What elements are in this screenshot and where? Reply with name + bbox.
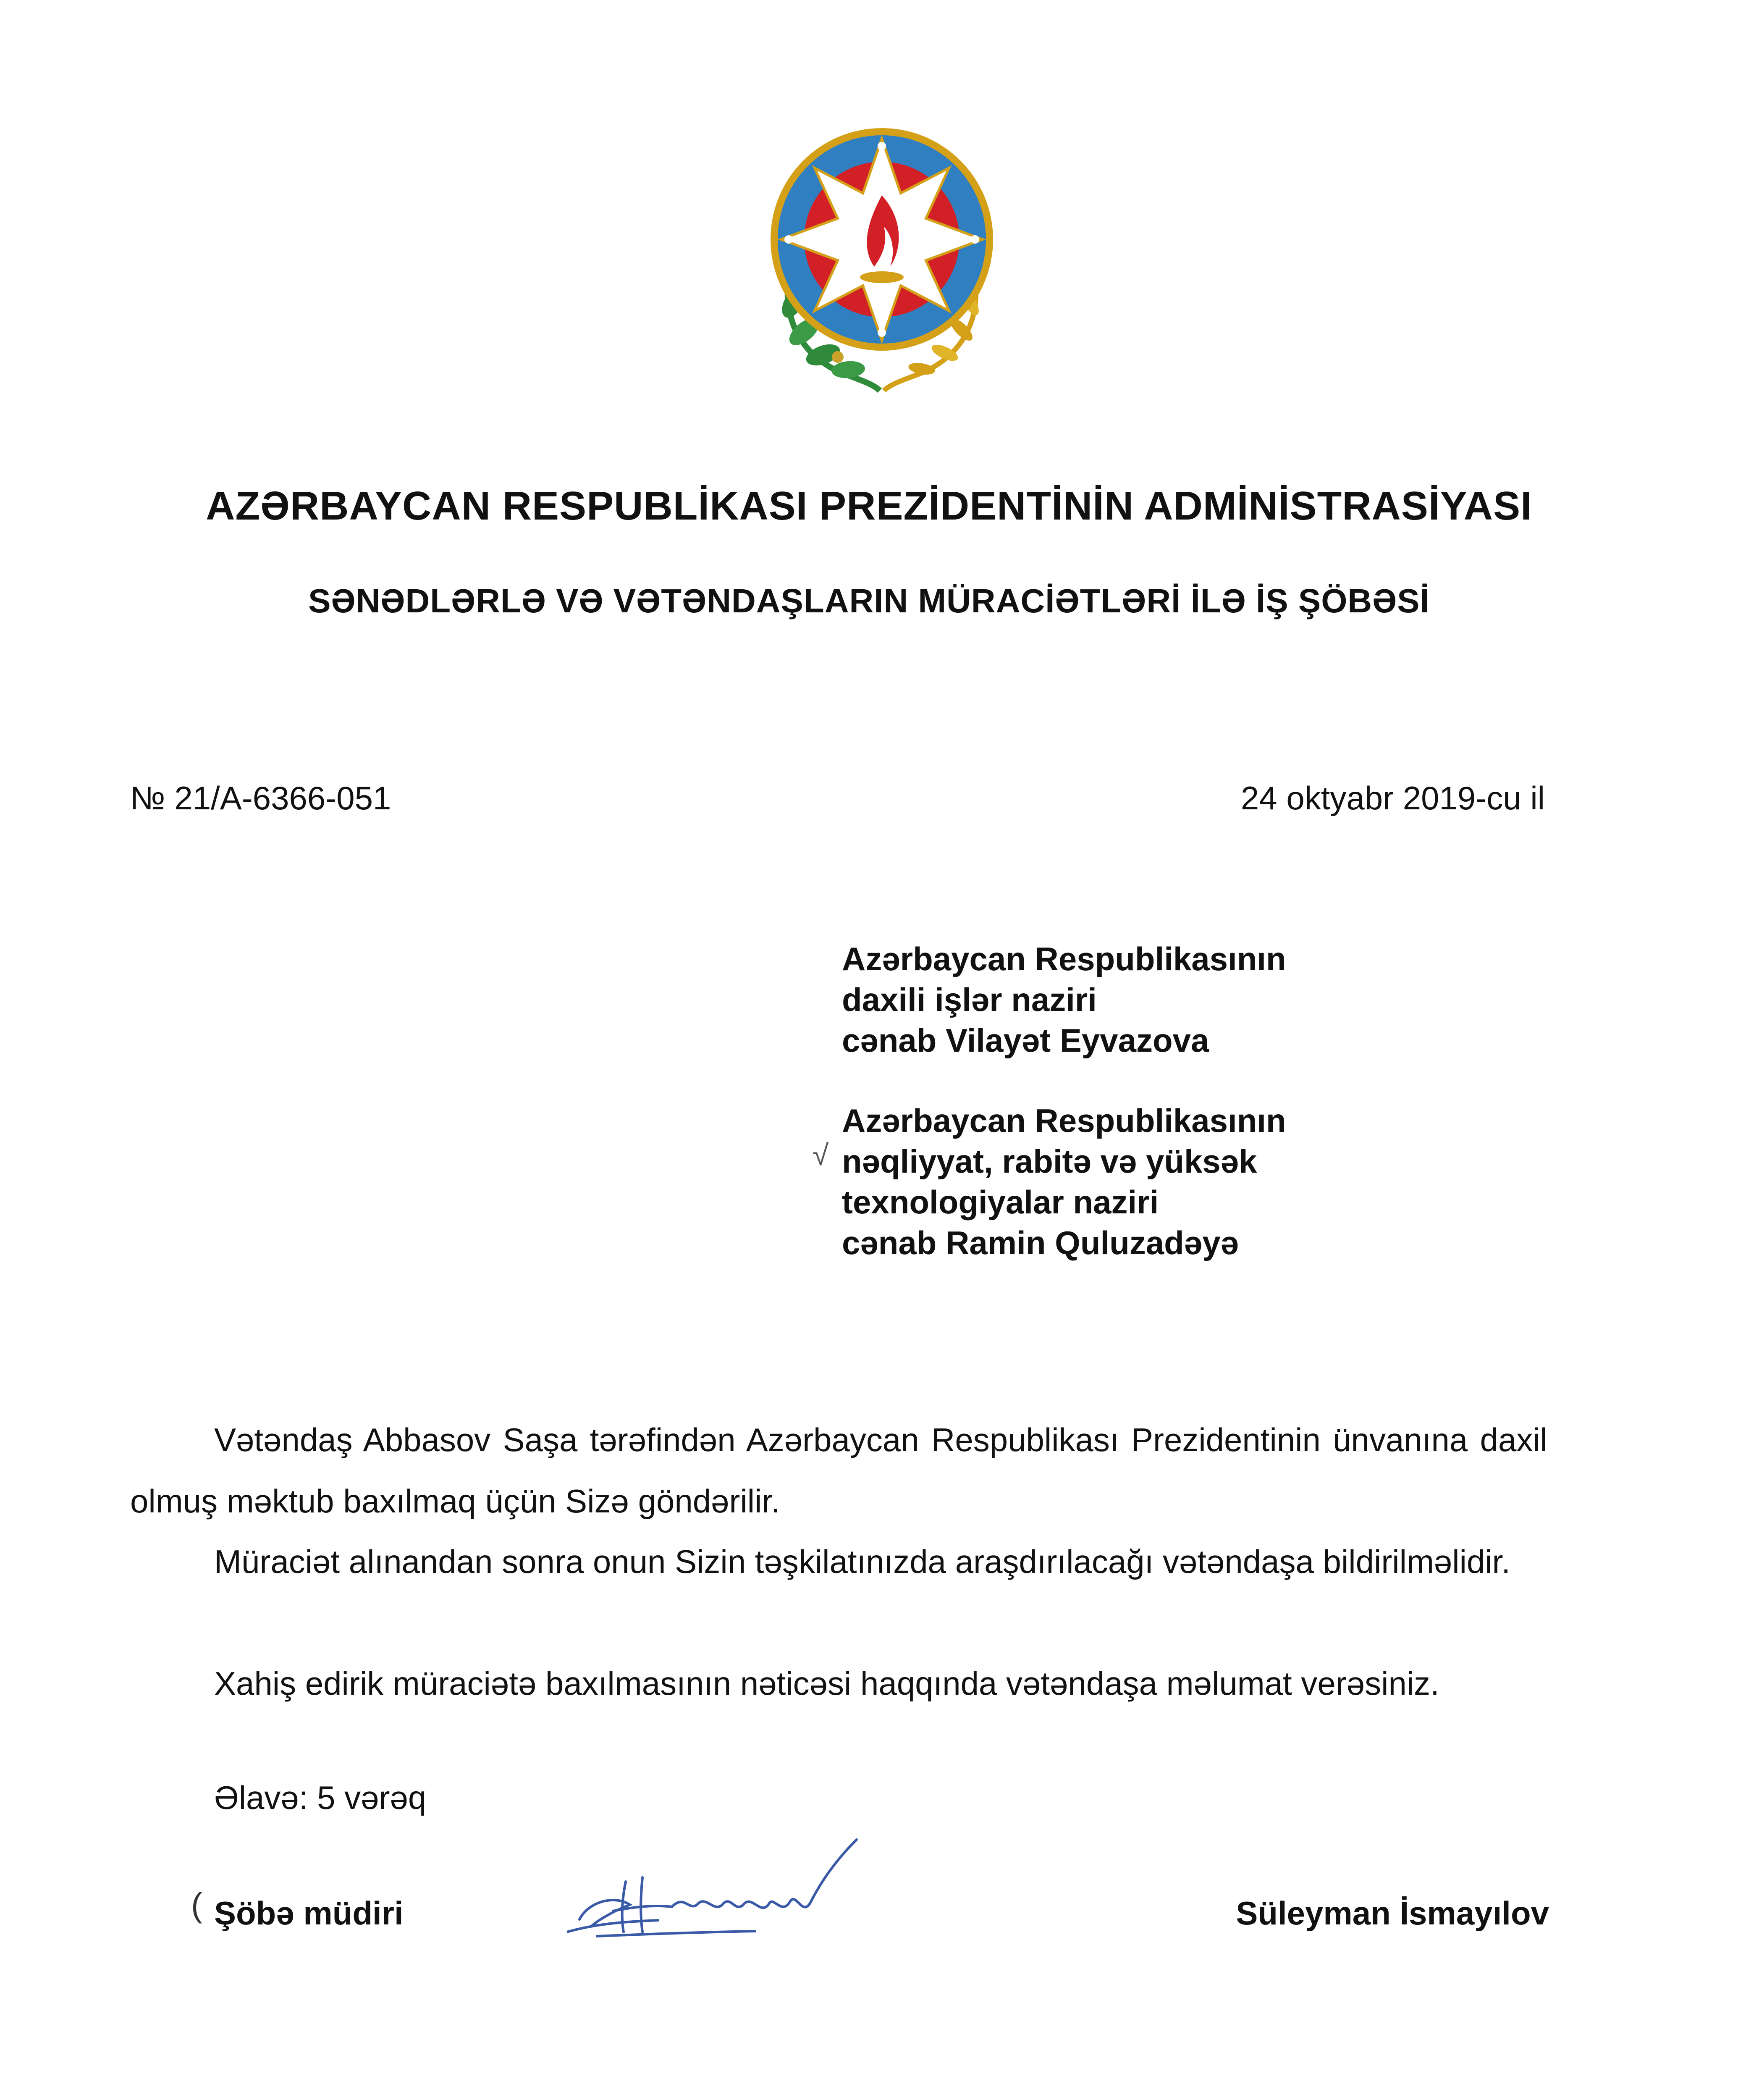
addressee-line: nəqliyyat, rabitə və yüksək — [842, 1143, 1257, 1180]
addressee-line: Azərbaycan Respublikasının — [842, 1102, 1286, 1139]
signatory-name: Süleyman İsmayılov — [1236, 1895, 1549, 1932]
body-paragraph — [130, 1653, 1547, 1714]
addressee-line: daxili işlər naziri — [842, 981, 1097, 1018]
document-date: 24 oktyabr 2019-cu il — [1240, 780, 1545, 816]
department-title: SƏNƏDLƏRLƏ VƏ VƏTƏNDAŞLARIN MÜRACİƏTLƏRİ İLƏ İŞ ŞÖBƏSİ — [308, 582, 1430, 620]
addressee-block — [842, 939, 1286, 1061]
margin-mark: ( — [191, 1886, 202, 1924]
enclosure-note: Əlavə: 5 vərəq — [214, 1779, 427, 1816]
body-paragraph — [130, 1409, 1547, 1532]
paragraph-text: Xahiş edirik müraciətə baxılmasının nəticəsi haqqında vətəndaşa məlumat verəsiniz. — [214, 1665, 1439, 1702]
reference-number: № 21/A-6366-051 — [130, 780, 391, 816]
organization-title: AZƏRBAYCAN RESPUBLİKASI PREZİDENTİNİN ADMİNİSTRASİYASI — [206, 483, 1532, 528]
paragraph-text: Müraciət alınandan sonra onun Sizin təşkilatınızda araşdırılacağı vətəndaşa bildirilməlidir. — [214, 1543, 1511, 1580]
body-paragraph — [130, 1531, 1547, 1592]
paragraph-text: Vətəndaş Abbasov Saşa tərəfindən Azərbaycan Respublikası Prezidentinin ünvanına daxil olmuş məktub baxılmaq üçün Sizə göndərilir. — [130, 1421, 1547, 1520]
handwritten-signature-icon — [563, 1831, 907, 1957]
azerbaijan-state-emblem-icon — [764, 122, 999, 399]
addressee-block — [842, 1100, 1286, 1263]
addressee-line: cənab Ramin Quluzadəyə — [842, 1224, 1239, 1261]
addressee-line: cənab Vilayət Eyvazova — [842, 1022, 1209, 1059]
signatory-title: Şöbə müdiri — [214, 1895, 404, 1932]
addressee-line: Azərbaycan Respublikasının — [842, 940, 1286, 977]
addressee-line: texnologiyalar naziri — [842, 1184, 1159, 1221]
check-mark-icon: √ — [813, 1139, 829, 1171]
